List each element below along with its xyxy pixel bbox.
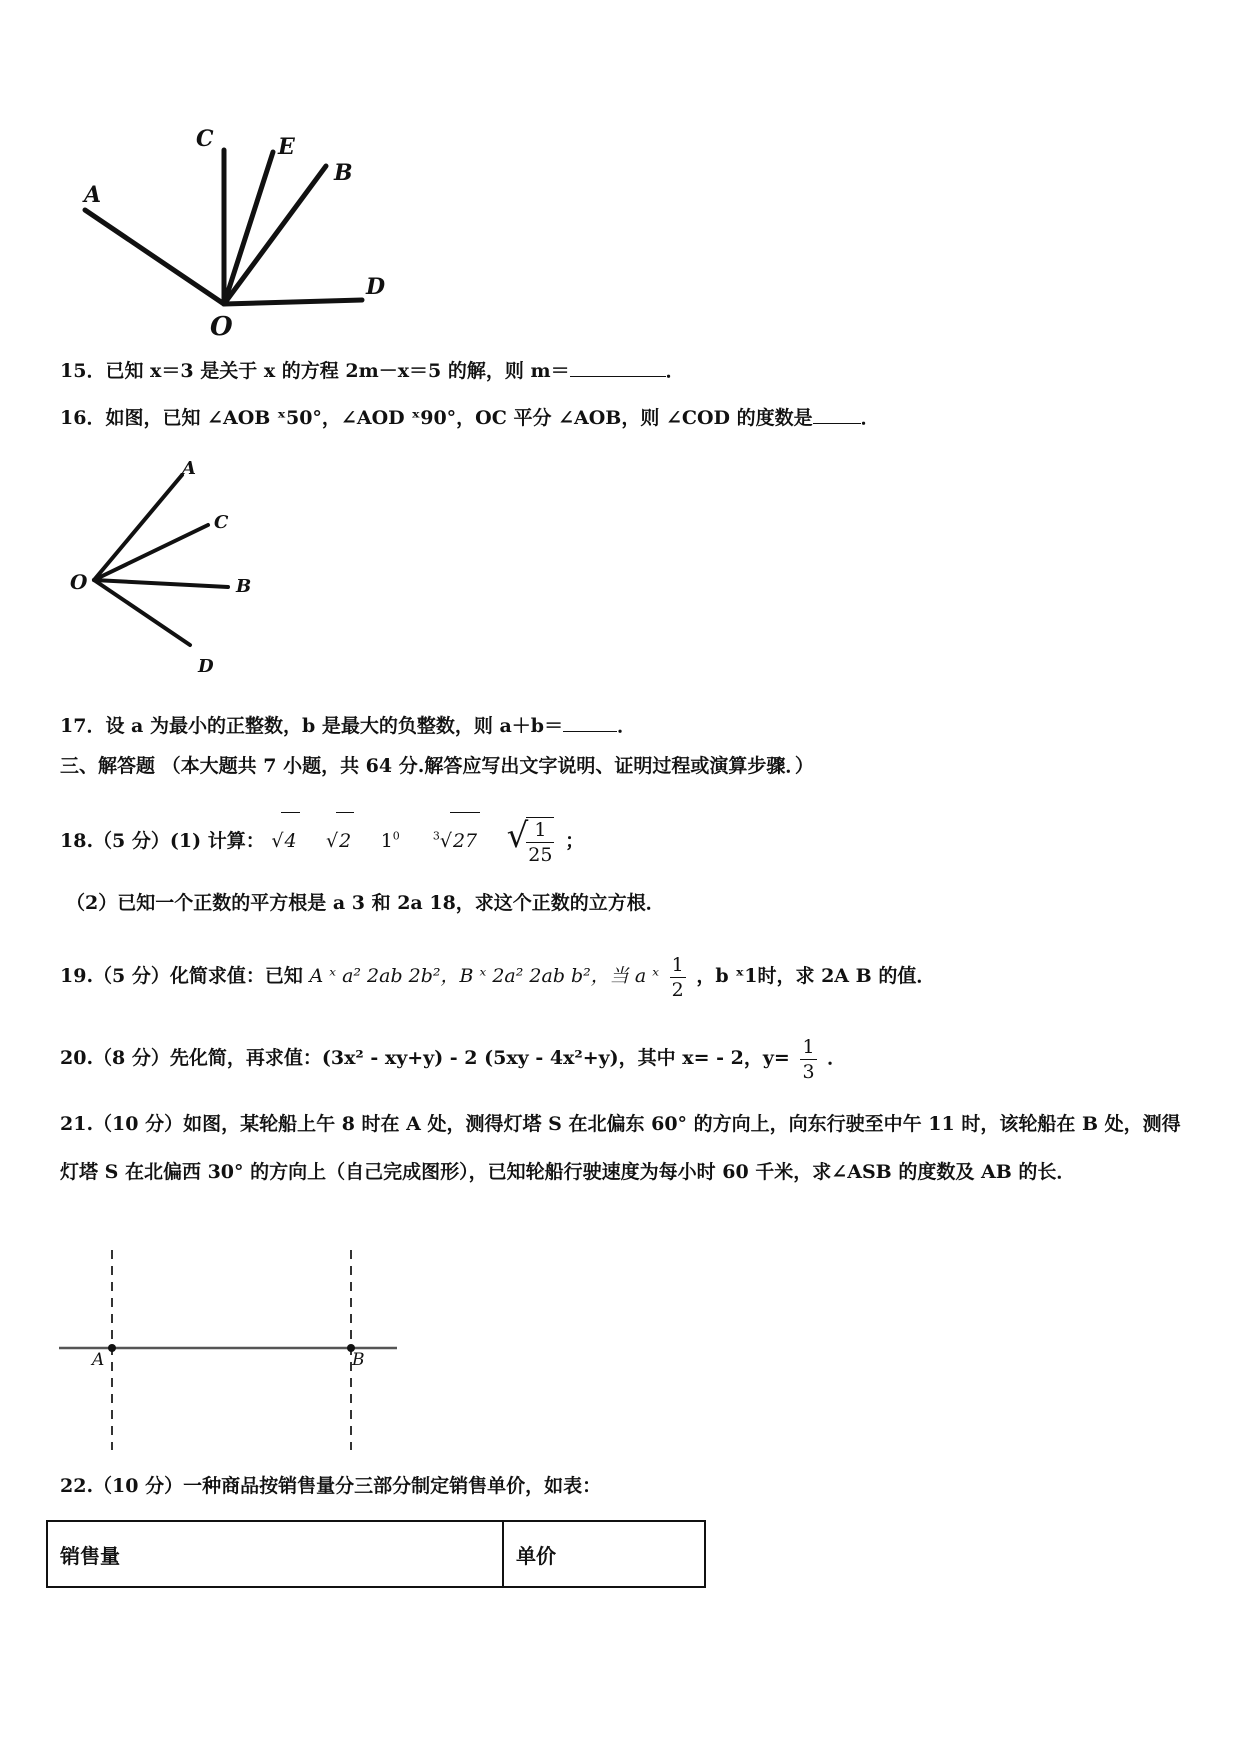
question-19 [60, 948, 935, 1004]
question-15 [60, 358, 685, 384]
sqrt-icon: √ [271, 830, 284, 852]
fig1-label-c: C [196, 126, 214, 152]
q16-answer-blank[interactable] [813, 405, 861, 424]
q19-expr2: ，b ˣ1时，求 2A B 的值． [696, 965, 936, 987]
fig2-label-d: D [198, 656, 214, 677]
q18-radicand-1: 4 [281, 812, 299, 869]
q18-cube-index: 3 [432, 829, 440, 843]
q18-exponent: 0 [392, 829, 400, 843]
q19-fraction: $\frac{1}{2}$ [671, 953, 684, 1001]
section-3-heading: 三、解答题 （本大题共 7 小题，共 64 分.解答应写出文字说明、证明过程或演算步骤．） [60, 755, 814, 777]
fig1-label-e: E [278, 134, 295, 160]
q16-text: 16．如图，已知 ∠AOB ˣ50°，∠AOD ˣ90°，OC 平分 ∠AOB，则 ∠COD 的度数是 [60, 407, 813, 429]
fig2-label-a: A [182, 458, 196, 479]
q20-text: 20.（8 分）先化简，再求值：(3x² - xy+y) - 2 (5xy - 4x²+y)，其中 x= - 2，y= [60, 1047, 790, 1069]
cube-root-icon: √ [439, 830, 452, 852]
q16-end: ． [860, 407, 880, 429]
q15-end: ． [665, 360, 685, 382]
question-21: 21.（10 分）如图，某轮船上午 8 时在 A 处，测得灯塔 S 在北偏东 60° 的方向上，向东行驶至中午 11 时，该轮船在 B 处，测得灯塔 S 在北偏西 30° 的方向上（自己完成图形），已知轮船行驶速度为每小时 60 千米，求∠ASB 的度数及 AB 的长． [60, 1113, 1181, 1183]
q18-prefix: 18.（5 分）(1) 计算： [60, 830, 265, 852]
q18-one: 1 [380, 830, 393, 852]
point-a [108, 1344, 116, 1352]
table-row [47, 1521, 705, 1587]
fig2-label-o: O [70, 570, 88, 594]
q15-answer-blank[interactable] [570, 358, 666, 377]
fig2-label-c: C [214, 512, 229, 533]
figure-angles-1 [60, 110, 420, 350]
question-17 [60, 713, 636, 739]
q19-prefix: 19.（5 分）化简求值：已知 [60, 965, 303, 987]
ray-oe [224, 152, 273, 304]
ray-oa [85, 210, 224, 304]
fig1-label-o: O [210, 312, 233, 342]
fig1-label-a: A [84, 182, 102, 208]
fig3-label-b: B [352, 1350, 365, 1370]
price-table [46, 1520, 706, 1588]
question-20 [60, 1030, 846, 1086]
question-16 [60, 405, 880, 431]
q17-text: 17．设 a 为最小的正整数，b 是最大的负整数，则 a＋b＝ [60, 715, 564, 737]
ray-ob [94, 580, 228, 587]
ray-ob [224, 166, 326, 304]
sqrt-icon: √ [506, 816, 529, 856]
q17-answer-blank[interactable] [563, 713, 617, 732]
q18-radicand-2: 2 [336, 812, 354, 869]
q15-text: 15．已知 x＝3 是关于 x 的方程 2m－x＝5 的解，则 m＝ [60, 360, 570, 382]
q18-end: ； [565, 830, 585, 852]
fig3-label-a: A [92, 1350, 105, 1370]
q20-end: ． [827, 1047, 847, 1069]
table-header-sales-volume: 销售量 [47, 1521, 503, 1587]
question-22: 22.（10 分）一种商品按销售量分三部分制定销售单价，如表： [60, 1475, 602, 1497]
q18-fraction: $\frac{1}{25}$ [528, 819, 553, 866]
sqrt-icon: √ [326, 830, 339, 852]
ray-od [224, 300, 362, 304]
table-header-unit-price: 单价 [503, 1521, 705, 1587]
q19-expr1: A ˣ a² 2ab 2b²，B ˣ 2a² 2ab b²，当 a ˣ [309, 965, 659, 987]
fig1-label-b: B [334, 160, 353, 186]
q17-end: ． [617, 715, 637, 737]
ray-od [94, 580, 190, 645]
q18-radicand-3: 27 [450, 812, 480, 869]
question-18 [60, 808, 584, 864]
figure-angles-2 [60, 455, 280, 685]
ray-oc [94, 525, 208, 580]
question-18-part2: （2）已知一个正数的平方根是 a 3 和 2a 18，求这个正数的立方根． [66, 892, 665, 914]
fig1-label-d: D [366, 274, 386, 300]
fig2-label-b: B [236, 576, 252, 597]
ray-oa [94, 475, 182, 580]
q20-fraction: $\frac{1}{3}$ [802, 1035, 815, 1083]
